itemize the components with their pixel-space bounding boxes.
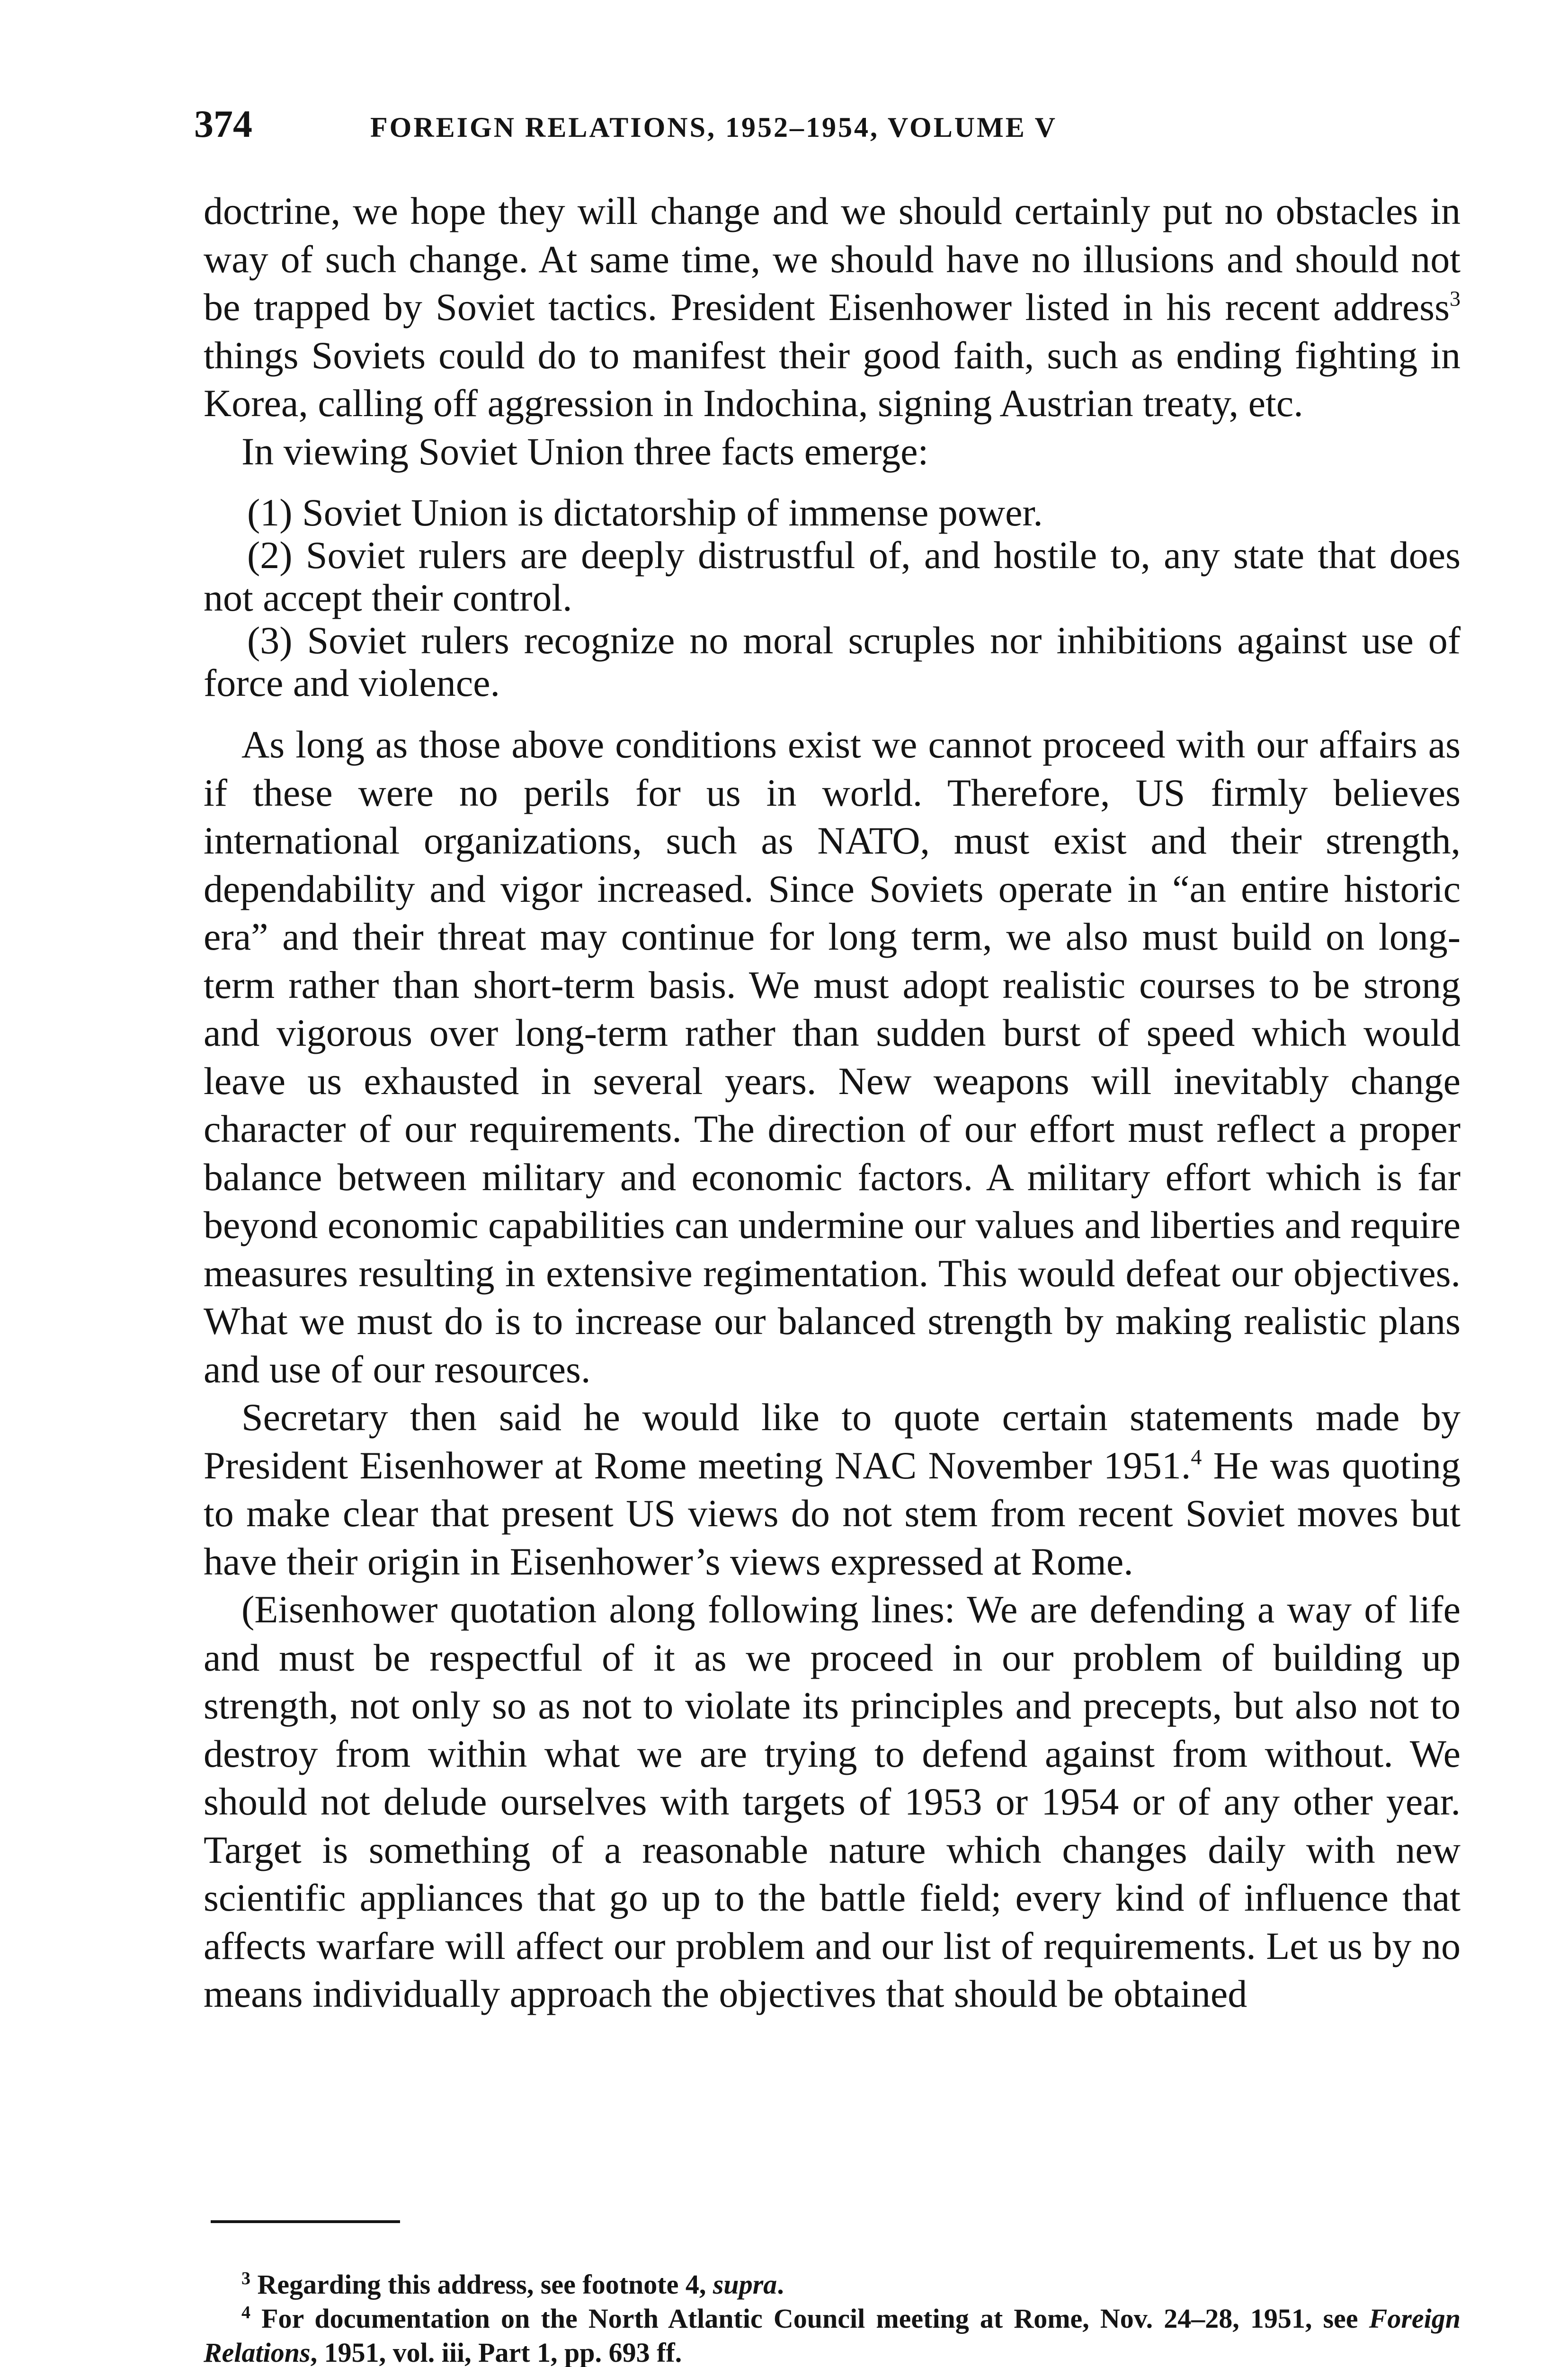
footnote-reference: 3 [1450,286,1461,311]
footnotes [204,2268,1461,2367]
footnote-text: Regarding this address, see footnote 4, [257,2269,713,2300]
footnote [204,2302,1461,2367]
list-item: (2) Soviet rulers are deeply distrustful of, and hostile to, any state that does not accept their control. [204,534,1461,619]
paragraph-text: doctrine, we hope they will change and we should certainly put no obstacles in way of such change. At same time, we should have no illusions and should not be trapped by Soviet tactics. President Eisenhower listed in his recent address [204,189,1461,329]
footnote-text: For documentation on the North Atlantic Council meeting at Rome, Nov. 24–28, 1951, see [261,2303,1369,2334]
paragraph-intro: In viewing Soviet Union three facts emerge: [241,429,929,473]
footnote-marker: 3 [241,2269,250,2288]
footnote-tail: . [777,2269,784,2300]
facts-list [204,491,1461,704]
footnote-divider [211,2220,400,2223]
footnote-reference: 4 [1191,1444,1202,1469]
paragraph-text: things Soviets could do to manifest their good faith, such as ending fighting in Korea, calling off aggression in Indochina, signing Austrian treaty, etc. [204,333,1461,425]
paragraph [204,1393,1461,1585]
paragraph-text: He was quoting to make clear that present US views do not stem from recent Soviet moves but have their origin in Eisenhower’s views expressed at Rome. [204,1443,1461,1583]
footnote-italic: Foreign Relations [204,2303,1461,2367]
page-header [194,102,1463,146]
list-item: (1) Soviet Union is dictatorship of immense power. [247,491,1043,534]
footnote [204,2268,1461,2302]
page-number: 374 [194,102,252,145]
paragraph-text: Secretary then said he would like to quote certain statements made by President Eisenhower at Rome meeting NAC November 1951. [204,1396,1461,1487]
paragraph-continued [204,187,1461,427]
footnote-italic: supra [713,2269,777,2300]
paragraph-quotation: (Eisenhower quotation along following lines: We are defending a way of life and must be respectful of it as we proceed in our problem of building up strength, not only so as not to violate its principles and precepts, but also not to destroy from within what we are trying to defend against from without. We should not delude ourselves with targets of 1953 or 1954 or of any other year. Target is something of a reasonable nature which changes daily with new scientific appliances that go up to the battle field; every kind of influence that affects warfare will affect our problem and our list of requirements. Let us by no means individually approach the objectives that should be obtained [204,1588,1461,2015]
footnote-tail: , 1951, vol. iii, Part 1, pp. 693 ff. [310,2337,682,2367]
running-title: FOREIGN RELATIONS, 1952–1954, VOLUME V [370,112,1057,143]
paragraph: As long as those above conditions exist we cannot proceed with our affairs as if these were no perils for us in world. Therefore, US firmly believes international organizations, such as NATO, must exist and their strength, dependability and vigor increased. Since Soviets operate in “an entire historic era” and their threat may continue for long term, we also must build on long-term rather than short-term basis. We must adopt realistic courses to be strong and vigorous over long-term rather than sudden burst of speed which would leave us exhausted in several years. New weapons will inevitably change character of our requirements. The direction of our effort must reflect a proper balance between military and economic factors. A military effort which is far beyond economic capabilities can undermine our values and liberties and require measures resulting in extensive regimentation. This would defeat our objectives. What we must do is to increase our balanced strength by making realistic plans and use of our resources. [204,723,1461,1391]
main-text [204,187,1461,2018]
footnote-marker: 4 [241,2303,250,2323]
list-item: (3) Soviet rulers recognize no moral scruples nor inhibitions against use of force and violence. [204,619,1461,704]
